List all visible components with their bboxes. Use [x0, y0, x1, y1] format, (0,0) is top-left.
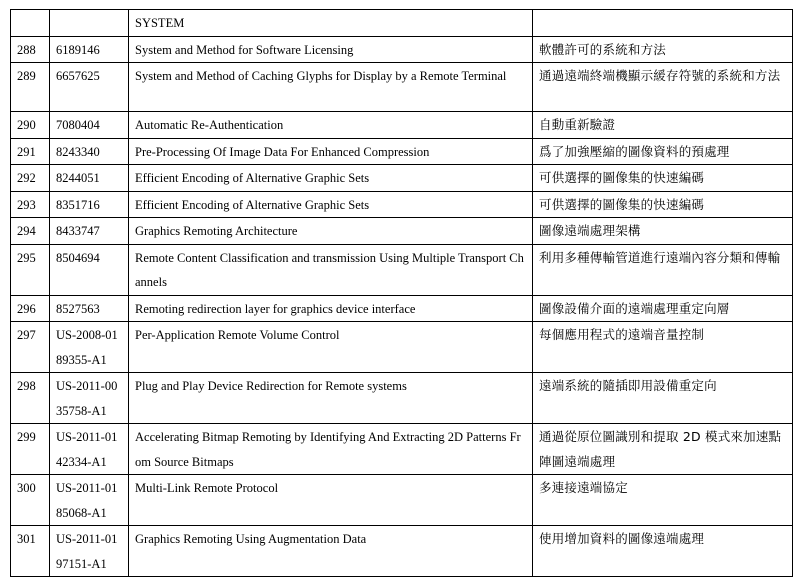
row-number-cell: 293	[11, 191, 50, 218]
patent-number-cell: 8504694	[50, 244, 129, 295]
table-row	[11, 244, 793, 295]
row-number-cell: 289	[11, 63, 50, 112]
patent-number-cell: 8351716	[50, 191, 129, 218]
table-row	[11, 373, 793, 424]
patent-number-cell: 8243340	[50, 138, 129, 165]
table-row	[11, 63, 793, 112]
table-row	[11, 36, 793, 63]
patent-number-cell: US-2008-0189355-A1	[50, 322, 129, 373]
chinese-title-cell: 多連接遠端協定	[533, 475, 793, 526]
chinese-title-cell: 爲了加強壓縮的圖像資料的預處理	[533, 138, 793, 165]
patent-number-cell: US-2011-0197151-A1	[50, 526, 129, 577]
english-title-cell: Automatic Re-Authentication	[129, 112, 533, 139]
table-row	[11, 322, 793, 373]
patent-number-cell: 6657625	[50, 63, 129, 112]
row-number-cell: 288	[11, 36, 50, 63]
patent-number-cell: 8527563	[50, 295, 129, 322]
row-number-cell: 291	[11, 138, 50, 165]
row-number-cell: 290	[11, 112, 50, 139]
table-row	[11, 475, 793, 526]
table-row	[11, 165, 793, 192]
row-number-cell: 298	[11, 373, 50, 424]
english-title-cell: Plug and Play Device Redirection for Remote systems	[129, 373, 533, 424]
english-title-cell: System and Method of Caching Glyphs for Display by a Remote Terminal	[129, 63, 533, 112]
english-title-cell: Efficient Encoding of Alternative Graphic Sets	[129, 191, 533, 218]
english-title-cell: Graphics Remoting Architecture	[129, 218, 533, 245]
chinese-title-cell: 可供選擇的圖像集的快速編碼	[533, 165, 793, 192]
patent-number-cell	[50, 10, 129, 37]
chinese-title-cell: 每個應用程式的遠端音量控制	[533, 322, 793, 373]
patent-number-cell: US-2011-0035758-A1	[50, 373, 129, 424]
patent-number-cell: US-2011-0185068-A1	[50, 475, 129, 526]
patent-number-cell: 8433747	[50, 218, 129, 245]
row-number-cell: 301	[11, 526, 50, 577]
table-row	[11, 138, 793, 165]
table-row	[11, 218, 793, 245]
chinese-title-cell: 通過遠端終端機顯示緩存符號的系統和方法	[533, 63, 793, 112]
english-title-cell: Remoting redirection layer for graphics device interface	[129, 295, 533, 322]
row-number-cell: 295	[11, 244, 50, 295]
patent-number-cell: 8244051	[50, 165, 129, 192]
chinese-title-cell: 使用增加資料的圖像遠端處理	[533, 526, 793, 577]
english-title-cell: Accelerating Bitmap Remoting by Identifying And Extracting 2D Patterns From Source Bitmaps	[129, 424, 533, 475]
patent-number-cell: US-2011-0142334-A1	[50, 424, 129, 475]
english-title-cell: Remote Content Classification and transmission Using Multiple Transport Channels	[129, 244, 533, 295]
patent-table	[10, 9, 793, 577]
english-title-cell: Pre-Processing Of Image Data For Enhanced Compression	[129, 138, 533, 165]
chinese-title-cell: 遠端系統的隨插即用設備重定向	[533, 373, 793, 424]
english-title-cell: Efficient Encoding of Alternative Graphic Sets	[129, 165, 533, 192]
patent-table-body	[11, 10, 793, 577]
patent-number-cell: 6189146	[50, 36, 129, 63]
row-number-cell: 292	[11, 165, 50, 192]
english-title-cell: Multi-Link Remote Protocol	[129, 475, 533, 526]
chinese-title-cell: 通過從原位圖識別和提取 2D 模式來加速點陣圖遠端處理	[533, 424, 793, 475]
row-number-cell: 299	[11, 424, 50, 475]
chinese-title-cell: 利用多種傳輸管道進行遠端內容分類和傳輸	[533, 244, 793, 295]
table-row	[11, 10, 793, 37]
chinese-title-cell: 圖像設備介面的遠端處理重定向層	[533, 295, 793, 322]
table-row	[11, 112, 793, 139]
row-number-cell: 296	[11, 295, 50, 322]
table-row	[11, 191, 793, 218]
table-row	[11, 424, 793, 475]
chinese-title-cell: 自動重新驗證	[533, 112, 793, 139]
table-row	[11, 526, 793, 577]
english-title-cell: Graphics Remoting Using Augmentation Data	[129, 526, 533, 577]
row-number-cell: 297	[11, 322, 50, 373]
chinese-title-cell: 圖像遠端處理架構	[533, 218, 793, 245]
patent-number-cell: 7080404	[50, 112, 129, 139]
chinese-title-cell	[533, 10, 793, 37]
chinese-title-cell: 軟體許可的系統和方法	[533, 36, 793, 63]
row-number-cell: 300	[11, 475, 50, 526]
english-title-cell: SYSTEM	[129, 10, 533, 37]
chinese-title-cell: 可供選擇的圖像集的快速編碼	[533, 191, 793, 218]
row-number-cell	[11, 10, 50, 37]
table-row	[11, 295, 793, 322]
english-title-cell: System and Method for Software Licensing	[129, 36, 533, 63]
english-title-cell: Per-Application Remote Volume Control	[129, 322, 533, 373]
row-number-cell: 294	[11, 218, 50, 245]
